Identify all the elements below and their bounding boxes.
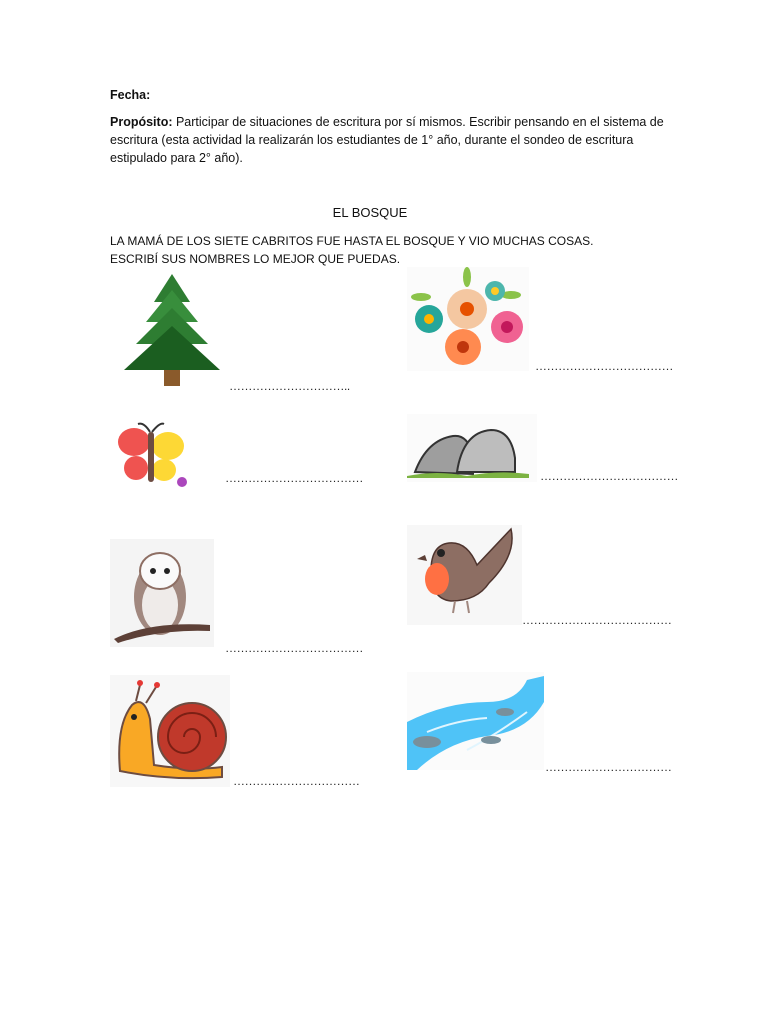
fecha-label: Fecha:	[110, 88, 151, 102]
page-title: EL BOSQUE	[332, 205, 408, 220]
butterfly-icon	[114, 420, 190, 488]
owl-icon	[110, 539, 214, 647]
rocks-icon	[407, 414, 537, 482]
pine-tree-icon	[118, 272, 226, 388]
instructions-line-2: ESCRIBÍ SUS NOMBRES LO MEJOR QUE PUEDAS.	[110, 252, 401, 266]
blank-line[interactable]: ……………………………	[545, 760, 672, 774]
instructions	[110, 232, 670, 268]
instructions-line-1: LA MAMÁ DE LOS SIETE CABRITOS FUE HASTA EL BOSQUE Y VIO MUCHAS COSAS.	[110, 234, 594, 248]
proposito-text: Participar de situaciones de escritura por sí mismos. Escribir pensando en el sistema de escritura (esta actividad la realizarán los estudiantes de 1° año, durante el sondeo de escritura estipulado para 2° año).	[110, 115, 664, 165]
snail-icon	[110, 675, 230, 787]
blank-line[interactable]: ………………………………	[540, 469, 678, 483]
blank-line[interactable]: …………………………………	[522, 613, 672, 627]
bird-icon	[407, 525, 522, 625]
proposito-paragraph	[110, 113, 665, 167]
blank-line[interactable]: ………………………………	[225, 471, 363, 485]
blank-line[interactable]: ………………………………	[225, 641, 363, 655]
blank-line[interactable]: …………………………..	[229, 379, 350, 393]
flowers-icon	[407, 267, 529, 371]
river-icon	[407, 672, 544, 770]
proposito-label: Propósito:	[110, 115, 173, 129]
blank-line[interactable]: ……………………………	[233, 774, 360, 788]
blank-line[interactable]: ………………………………	[535, 359, 673, 373]
